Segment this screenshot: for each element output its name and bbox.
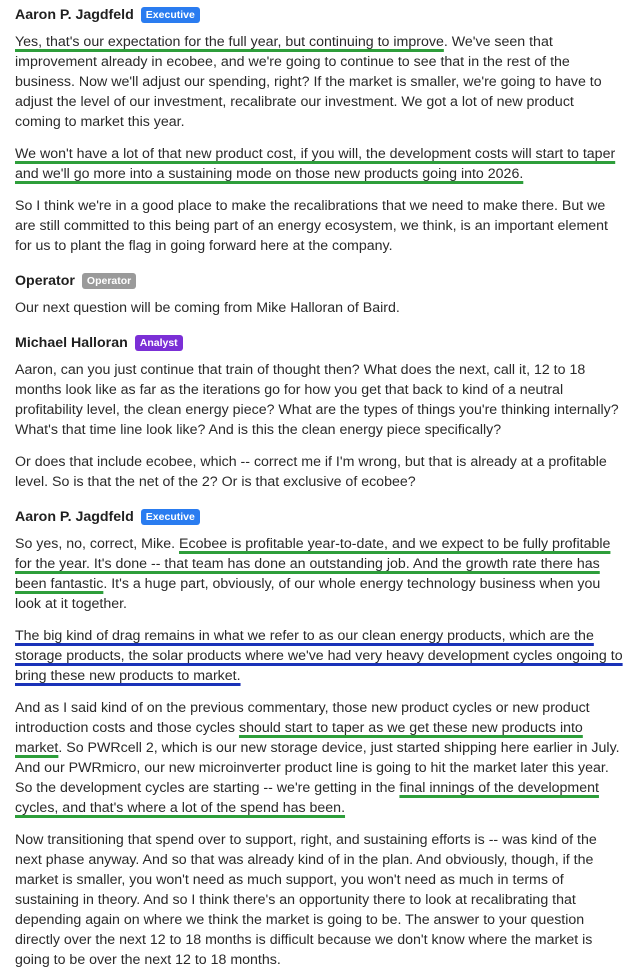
text-run: Now transitioning that spend over to support, right, and sustaining efforts is -- was kind of the next phase anyway. And so that was already kind of in the plan. And obviously, though, if the market is smaller, you won't need as much support, you won't need as much in terms of sustaining in theory. And so I think there's an opportunity there to look at recalibrating that depending again on where we think the market is going to be. The answer to your question directly over the next 12 to 18 months is difficult because we don't know where the market is going to be over the next 12 to 18 months. xyxy=(15,832,597,968)
speaker-name: Operator xyxy=(15,273,75,289)
speaker-name: Aaron P. Jagdfeld xyxy=(15,7,134,23)
green-underline-highlight: Yes, that's our expectation for the full year, but continuing to improve xyxy=(15,34,444,50)
paragraph xyxy=(15,626,623,686)
speaker-header xyxy=(15,506,623,528)
paragraph xyxy=(15,196,623,256)
text-run: Our next question will be coming from Mike Halloran of Baird. xyxy=(15,300,400,316)
text-run: So I think we're in a good place to make the recalibrations that we need to make there. But we are still committed to this being part of an energy ecosystem, we think, is an important element for us to plant the flag in going forward here at the company. xyxy=(15,198,609,254)
paragraph xyxy=(15,698,623,818)
paragraph xyxy=(15,534,623,614)
green-underline-highlight: We won't have a lot of that new product cost, if you will, the development costs will start to taper and we'll go more into a sustaining mode on those new products going into 2026. xyxy=(15,146,616,182)
speaker-header xyxy=(15,4,623,26)
paragraph xyxy=(15,452,623,492)
speaker-name: Aaron P. Jagdfeld xyxy=(15,509,134,525)
role-badge: Operator xyxy=(82,273,136,289)
speaker-section xyxy=(15,4,623,256)
speaker-header xyxy=(15,270,623,292)
paragraph xyxy=(15,144,623,184)
blue-underline-highlight: The big kind of drag remains in what we refer to as our clean energy products, which are the storage products, the solar products where we've had very heavy development cycles ongoing to bring these new products to market. xyxy=(15,628,623,684)
text-run: . It's a huge part, obviously, of our whole energy technology business when you look at it together. xyxy=(15,576,601,612)
green-underline-highlight: Ecobee is profitable year-to-date, and we expect to be fully profitable for the year. It's done -- that team has done an outstanding job. And the growth rate there has been fantastic xyxy=(15,536,611,592)
text-run: . So PWRcell 2, which is our new storage device, just started shipping here earlier in July. And our PWRmicro, our new microinverter product line is going to hit the market later this year. So the development cycles are starting -- we're getting in the xyxy=(15,740,620,796)
text-run: And as I said kind of on the previous commentary, those new product cycles or new product introduction costs and those cycles xyxy=(15,700,590,736)
role-badge: Executive xyxy=(141,7,200,23)
paragraph xyxy=(15,32,623,132)
speaker-section xyxy=(15,506,623,970)
text-run: . We've seen that improvement already in ecobee, and we're going to continue to see that in the rest of the business. Now we'll adjust our spending, right? If the market is smaller, we're going to have to adjust the level of our investment, recalibrate our investment. We got a lot of new product coming to market this year. xyxy=(15,34,602,130)
text-run: Aaron, can you just continue that train of thought then? What does the next, call it, 12 to 18 months look like as far as the iterations go for how you get that back to kind of a neutral profitability level, the clean energy piece? What are the types of things you're thinking internally? What's that time line look like? And is this the clean energy piece specifically? xyxy=(15,362,619,438)
green-underline-highlight: should start to taper as we get these new products into market xyxy=(15,720,583,756)
green-underline-highlight: final innings of the development cycles, and that's where a lot of the spend has been. xyxy=(15,780,599,816)
speaker-header xyxy=(15,332,623,354)
paragraph xyxy=(15,360,623,440)
speaker-section xyxy=(15,332,623,492)
paragraph xyxy=(15,298,623,318)
role-badge: Executive xyxy=(141,509,200,525)
paragraph xyxy=(15,830,623,970)
speaker-section xyxy=(15,270,623,318)
speaker-name: Michael Halloran xyxy=(15,335,128,351)
text-run: Or does that include ecobee, which -- correct me if I'm wrong, but that is already at a profitable level. So is that the net of the 2? Or is that exclusive of ecobee? xyxy=(15,454,607,490)
text-run: So yes, no, correct, Mike. xyxy=(15,536,180,552)
role-badge: Analyst xyxy=(135,335,183,351)
